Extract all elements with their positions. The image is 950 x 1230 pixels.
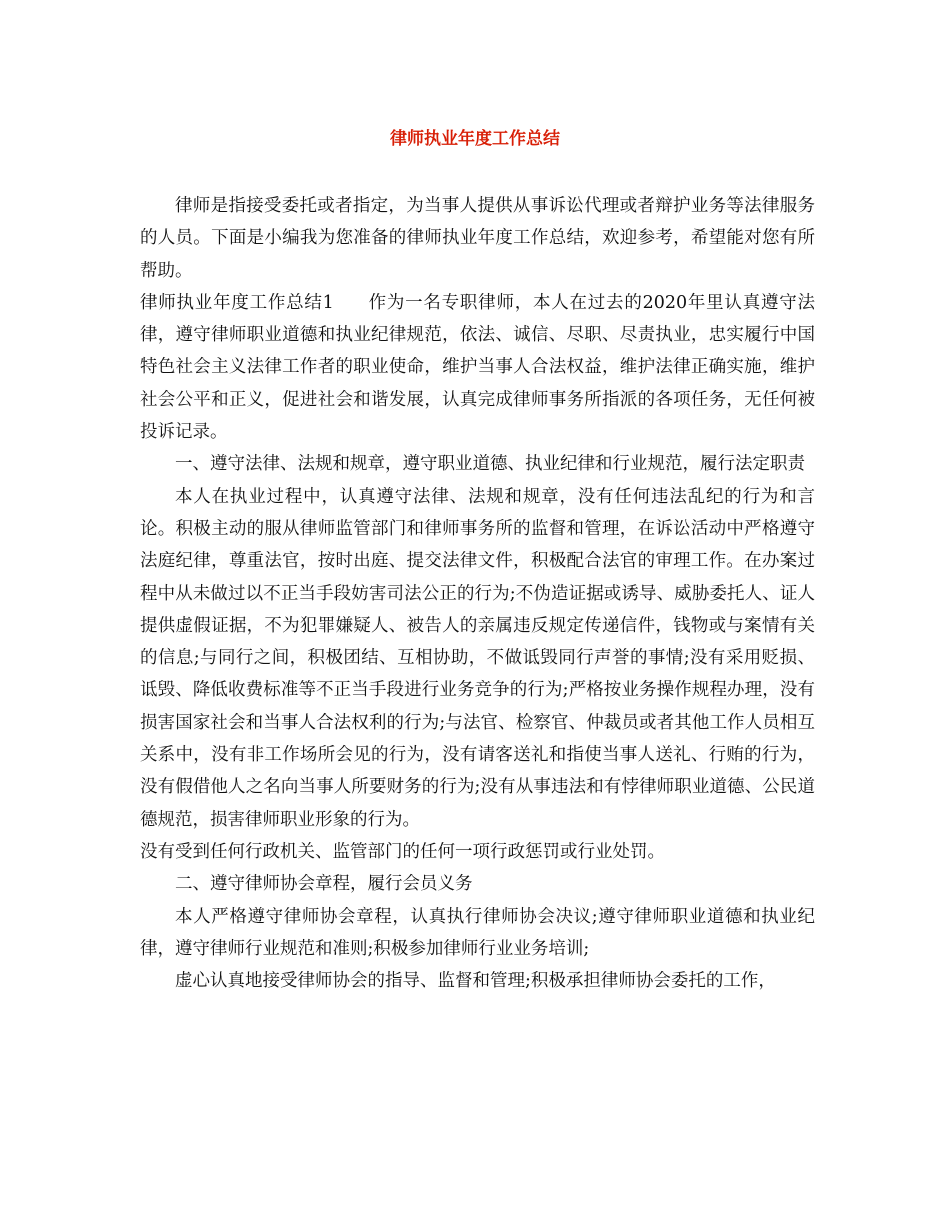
section1-heading: 律师执业年度工作总结1 xyxy=(140,292,334,313)
paragraph-intro: 律师是指接受委托或者指定，为当事人提供从事诉讼代理或者辩护业务等法律服务的人员。下面是小编我为您准备的律师执业年度工作总结，欢迎参考，希望能对您有所帮助。 xyxy=(140,196,815,281)
paragraph-section1 xyxy=(140,287,815,448)
document-body xyxy=(140,190,815,997)
heading-part2: 二、遵守律师协会章程，履行会员义务 xyxy=(175,874,473,895)
paragraph-conduct: 本人在执业过程中，认真遵守法律、法规和规章，没有任何违法乱纪的行为和言论。积极主动的服从律师监管部门和律师事务所的监督和管理，在诉讼活动中严格遵守法庭纪律，尊重法官，按时出庭、提交法律文件，积极配合法官的审理工作。在办案过程中从未做过以不正当手段妨害司法公正的行为;不伪造证据或诱导、威胁委托人、证人提供虚假证据，不为犯罪嫌疑人、被告人的亲属违反规定传递信件，钱物或与案情有关的信息;与同行之间，积极团结、互相协助，不做诋毁同行声誉的事情;没有采用贬损、诋毁、降低收费标准等不正当手段进行业务竞争的行为;严格按业务操作规程办理，没有损害国家社会和当事人合法权利的行为;与法官、检察官、仲裁员或者其他工作人员相互关系中，没有非工作场所会见的行为，没有请客送礼和指使当事人送礼、行贿的行为，没有假借他人之名向当事人所要财务的行为;没有从事违法和有悖律师职业道德、公民道德规范，损害律师职业形象的行为。 xyxy=(140,486,815,830)
section1-text: 作为一名专职律师，本人在过去的2020年里认真遵守法律，遵守律师职业道德和执业纪律规范，依法、诚信、尽职、尽责执业，忠实履行中国特色社会主义法律工作者的职业使命，维护当事人合法权益，维护法律正确实施，维护社会公平和正义，促进社会和谐发展，认真完成律师事务所指派的各项任务，无任何被投诉记录。 xyxy=(140,292,815,443)
paragraph-association: 本人严格遵守律师协会章程，认真执行律师协会决议;遵守律师职业道德和执业纪律，遵守律师行业规范和准则;积极参加律师行业业务培训; xyxy=(140,906,815,959)
paragraph-no-penalty: 没有受到任何行政机关、监管部门的任何一项行政惩罚或行业处罚。 xyxy=(140,841,665,862)
paragraph-guidance: 虚心认真地接受律师协会的指导、监督和管理;积极承担律师协会委托的工作， xyxy=(175,971,776,992)
document-title: 律师执业年度工作总结 xyxy=(390,129,560,149)
heading-part1: 一、遵守法律、法规和规章，遵守职业道德、执业纪律和行业规范，履行法定职责 xyxy=(175,454,805,475)
